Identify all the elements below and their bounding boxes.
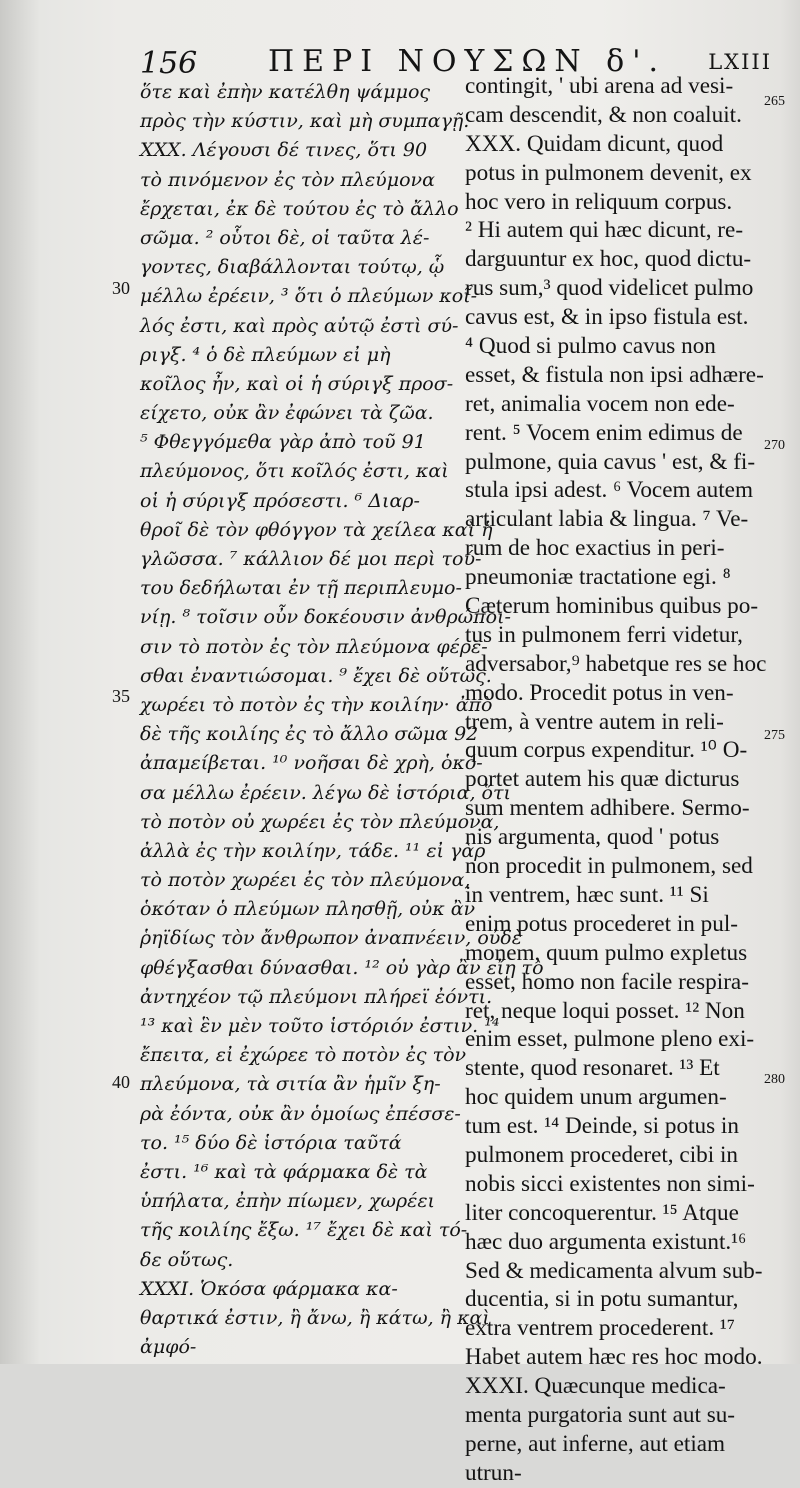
right-margin-number: 265 (764, 94, 785, 109)
latin-text-line: pneumoniæ tractatione egi. ⁸ (465, 564, 731, 591)
latin-text-line: stula ipsi adest. ⁶ Vocem autem (465, 477, 754, 504)
greek-text-line: θροῖ δὲ τὸν φθόγγον τὰ χείλεα καὶ ἡ (140, 518, 493, 541)
latin-text-line: nobis sicci existentes non simi- (465, 1170, 755, 1197)
greek-text-line: δε οὕτως. (140, 1248, 234, 1271)
latin-text-line: cavus est, & in ipso fistula est. (465, 304, 749, 331)
left-line-number: 40 (112, 1072, 130, 1092)
latin-text-line: rus sum,³ quod videlicet pulmo (465, 275, 754, 302)
latin-text-line: ret, neque loqui posset. ¹² Non (465, 997, 745, 1024)
latin-text-line: ² Hi autem qui hæc dicunt, re- (465, 217, 744, 244)
greek-text-line: ¹³ καὶ ἓν μὲν τοῦτο ἱστόριόν ἐστιν. ¹⁴ (140, 1015, 500, 1037)
latin-text-line: esset, homo non facile respira- (465, 968, 749, 995)
latin-text-line: modo. Procedit potus in ven- (465, 679, 734, 706)
greek-text-line: γλῶσσα. ⁷ κάλλιον δέ μοι περὶ τού- (140, 548, 482, 570)
greek-text-line: ἔρχεται, ἐκ δὲ τούτου ἐς τὸ ἄλλο (140, 197, 459, 220)
signature-mark: LXIII (708, 50, 772, 74)
greek-text-line: πλεύμονος, ὅτι κοῖλός ἐστι, καὶ (140, 460, 449, 483)
latin-text-line: stente, quod resonaret. ¹³ Et (465, 1055, 720, 1082)
greek-text-line: είχετο, οὐκ ἂν ἐφώνει τὰ ζῶα. (140, 402, 434, 425)
greek-text-line: γοντες, διαβάλλονται τούτῳ, ᾧ (140, 256, 445, 279)
greek-text-line: φθέγξασθαι δύνασθαι. ¹² οὐ γὰρ ἂν εἴη τὸ (140, 956, 544, 979)
greek-text-line: τὸ ποτὸν χωρέει ἐς τὸν πλεύμονα, (140, 869, 471, 892)
greek-text-line: σιν τὸ ποτὸν ἐς τὸν πλεύμονα φέρε- (140, 635, 488, 658)
latin-text-line: ret, animalia vocem non ede- (465, 390, 735, 417)
left-line-number: 30 (112, 278, 130, 298)
greek-text-line: ρὰ ἐόντα, οὐκ ἂν ὁμοίως ἐπέσσε- (140, 1102, 461, 1125)
greek-text-line: ἀντηχέον τῷ πλεύμονι πλήρεϊ ἐόντι. (140, 985, 493, 1008)
greek-text-line: νίῃ. ⁸ τοῖσιν οὖν δοκέουσιν ἀνθρώποι- (140, 606, 511, 629)
greek-text-line: το. ¹⁵ δύο δὲ ἱστόρια ταῦτά (140, 1131, 402, 1154)
latin-text-line: Habet autem hæc res hoc modo. (465, 1344, 763, 1371)
latin-text-line: sum mentem adhibere. Sermo- (465, 795, 750, 822)
greek-text-line: του δεδήλωται ἐν τῇ περιπλευμο- (140, 577, 462, 600)
greek-text-line: XXXI. Ὁκόσα φάρμακα κα- (140, 1277, 398, 1300)
greek-text-line: ἀμφό- (140, 1336, 197, 1359)
greek-text-line: πρὸς τὴν κύστιν, καὶ μὴ συμπαγῇ. (140, 110, 470, 133)
greek-text-line: πλεύμονα, τὰ σιτία ἂν ἡμῖν ξη- (140, 1073, 441, 1096)
latin-text-line: esset, & fistula non ipsi adhære- (465, 361, 764, 388)
greek-text-line: λός ἐστι, καὶ πρὸς αὐτῷ ἐστὶ σύ- (140, 314, 459, 337)
greek-text-line: ἔπειτα, εἰ ἐχώρεε τὸ ποτὸν ἐς τὸν (140, 1044, 467, 1067)
greek-text-line: ⁵ Φθεγγόμεθα γὰρ ἀπὸ τοῦ 91 (140, 431, 426, 454)
latin-text-line: enim potus procederet in pul- (465, 910, 739, 937)
latin-text-line: pulmonem procederet, cibi in (465, 1141, 739, 1168)
greek-text-line: τὸ ποτὸν οὐ χωρέει ἐς τὸν πλεύμονα, (140, 810, 500, 833)
greek-text-line: ὁκόταν ὁ πλεύμων πλησθῇ, οὐκ ἂν (140, 898, 476, 921)
latin-text-line: portet autem his quæ dicturus (465, 766, 740, 793)
latin-text-line: Cæterum hominibus quibus po- (465, 593, 759, 620)
latin-text-line: pulmone, quia cavus ' est, & fi- (465, 448, 756, 475)
right-margin-number: 275 (764, 728, 785, 743)
latin-text-line: Sed & medicamenta alvum sub- (465, 1257, 763, 1284)
latin-text-line: ducentia, si in potu sumantur, (465, 1286, 739, 1313)
greek-text-line: ἐστι. ¹⁶ καὶ τὰ φάρμακα δὲ τὰ (140, 1160, 428, 1183)
latin-text-line: cam descendit, & non coaluit. (465, 101, 742, 128)
latin-text-line: tus in pulmonem ferri videtur, (465, 621, 743, 648)
latin-text-line: rent. ⁵ Vocem enim edimus de (465, 419, 743, 446)
greek-text-line: μέλλω ἐρέειν, ³ ὅτι ὁ πλεύμων κοῖ- (140, 285, 478, 308)
greek-text-column (140, 78, 544, 1362)
greek-text-line: ριγξ. ⁴ ὁ δὲ πλεύμων εἰ μὴ (140, 343, 391, 366)
latin-text-line: liter concoquerentur. ¹⁵ Atque (465, 1199, 739, 1226)
left-line-number: 35 (112, 686, 130, 706)
greek-text-line: τὸ πινόμενον ἐς τὸν πλεύμονα (140, 168, 435, 191)
latin-text-line: tum est. ¹⁴ Deinde, si potus in (465, 1113, 739, 1140)
greek-text-line: οἱ ἡ σύριγξ πρόσεστι. ⁶ Διαρ- (140, 489, 420, 512)
latin-text-line: enim esset, pulmone pleno exi- (465, 1026, 755, 1053)
running-title: ΠΕΡΙ ΝΟΥΣΩΝ δ'. (268, 44, 666, 79)
greek-text-line: κοῖλος ἦν, καὶ οἱ ἡ σύριγξ προσ- (140, 372, 454, 395)
greek-text-line: ἀλλὰ ἐς τὴν κοιλίην, τάδε. ¹¹ εἰ γὰρ (140, 839, 486, 862)
greek-text-line: ὑπήλατα, ἐπὴν πίωμεν, χωρέει (140, 1190, 435, 1213)
latin-text-line: ⁴ Quod si pulmo cavus non (465, 333, 716, 360)
greek-text-line: χωρέει τὸ ποτὸν ἐς τὴν κοιλίην· ἀπὸ (140, 693, 493, 716)
greek-text-line: σα μέλλω ἐρέειν. λέγω δὲ ἱστόρια, ὅτι (140, 781, 511, 804)
greek-text-line: XXX. Λέγουσι δέ τινες, ὅτι 90 (140, 139, 428, 162)
latin-text-line: in ventrem, hæc sunt. ¹¹ Si (465, 881, 709, 908)
greek-text-line: τῆς κοιλίης ἔξω. ¹⁷ ἔχει δὲ καὶ τό- (140, 1219, 468, 1242)
latin-text-line: nis argumenta, quod ' potus (465, 824, 720, 851)
latin-text-line: hæc duo argumenta existunt.¹⁶ (465, 1228, 747, 1255)
latin-text-line: adversabor,⁹ habetque res se hoc (465, 650, 767, 677)
greek-text-line: σῶμα. ² οὗτοι δὲ, οἱ ταῦτα λέ- (140, 226, 430, 249)
latin-text-line: trem, à ventre autem in reli- (465, 708, 724, 735)
greek-text-line: ἀπαμείβεται. ¹⁰ νοῆσαι δὲ χρὴ, ὁκό- (140, 752, 483, 775)
greek-text-line: δὲ τῆς κοιλίης ἐς τὸ ἄλλο σῶμα 92 (140, 723, 479, 746)
latin-text-line: menta purgatoria sunt aut su- (465, 1401, 736, 1428)
greek-text-line: θαρτικά ἐστιν, ἢ ἄνω, ἢ κάτω, ἢ καὶ (140, 1306, 490, 1329)
latin-text-line: XXXI. Quæcunque medica- (465, 1373, 726, 1400)
latin-text-column (465, 72, 770, 1488)
latin-text-line: hoc vero in reliquum corpus. (465, 188, 733, 215)
latin-text-line: XXX. Quidam dicunt, quod (465, 130, 724, 157)
latin-text-line: darguuntur ex hoc, quod dictu- (465, 246, 752, 273)
latin-text-line: extra ventrem procederent. ¹⁷ (465, 1315, 735, 1342)
latin-text-line: hoc quidem unum argumen- (465, 1084, 727, 1111)
latin-text-line: monem, quum pulmo expletus (465, 939, 748, 966)
greek-text-line: σθαι ἐναντιώσομαι. ⁹ ἔχει δὲ οὕτως. (140, 664, 492, 687)
greek-text-line: ῥηϊδίως τὸν ἄνθρωπον ἀναπνέειν, οὐδὲ (140, 927, 522, 950)
latin-text-line: perne, aut inferne, aut etiam (465, 1430, 726, 1457)
latin-text-line: rum de hoc exactius in peri- (465, 535, 725, 562)
latin-text-line: potus in pulmonem devenit, ex (465, 159, 752, 186)
right-margin-number: 270 (764, 438, 785, 453)
latin-text-line: quum corpus expenditur. ¹⁰ O- (465, 737, 748, 764)
page-number: 156 (140, 46, 198, 81)
greek-text-line: ὅτε καὶ ἐπὴν κατέλθη ψάμμος (140, 81, 431, 103)
latin-text-line: utrun- (465, 1459, 522, 1486)
right-margin-number: 280 (764, 1072, 785, 1087)
latin-text-line: articulant labia & lingua. ⁷ Ve- (465, 506, 749, 533)
latin-text-line: contingit, ' ubi arena ad vesi- (465, 73, 734, 99)
latin-text-line: non procedit in pulmonem, sed (465, 853, 753, 880)
